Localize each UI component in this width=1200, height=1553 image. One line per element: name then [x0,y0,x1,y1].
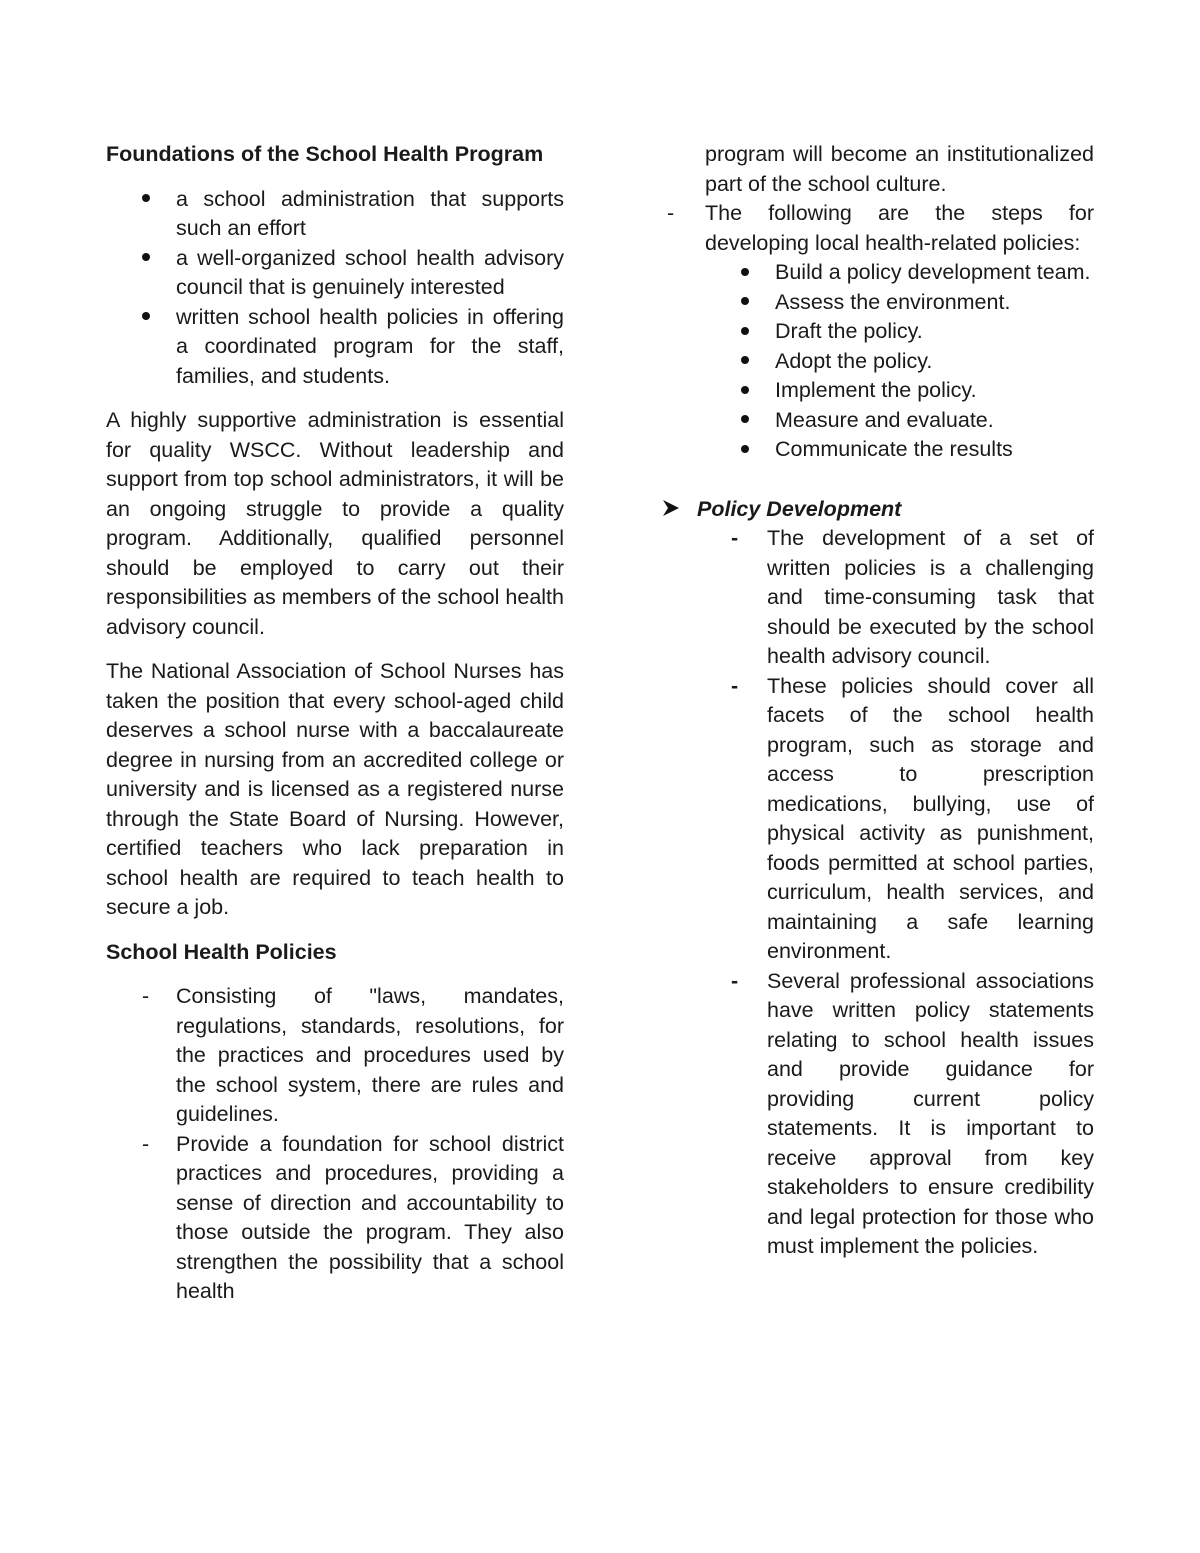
foundations-list [106,185,564,392]
list-item-text: These policies should cover all facets of the school health program, such as storage and access to prescription medications, bullying, use of physical activity as punishment, foods permitted at school parties, curriculum, health services, and maintaining a safe learning environment. [767,673,1094,963]
bullet-icon [741,435,749,465]
list-item-text: Measure and evaluate. [775,407,994,432]
bullet-icon [741,376,749,406]
list-item [705,967,1094,1262]
list-item-text: written school health policies in offering a coordinated program for the staff, families, and students. [176,304,564,388]
left-column [106,140,564,1307]
bullet-icon [741,406,749,436]
list-item-text: Communicate the results [775,437,1013,461]
steps-list [705,258,1094,465]
list-item [705,524,1094,672]
dash-marker: - [142,984,150,1008]
list-item [106,185,564,244]
section-heading-foundations: Foundations of the School Health Program [106,142,544,166]
list-item-text: Draft the policy. [775,319,923,343]
list-item-text: Assess the environment. [775,289,1011,314]
list-item-text: Build a policy development team. [775,260,1091,284]
list-item-text: Provide a foundation for school district practices and procedures, providing a sense of direction and accountability to those outside the program. They also strengthen the possibility that a school health [176,1131,564,1303]
list-item [705,258,1094,288]
list-item [705,288,1094,318]
steps-intro-item [667,199,1094,258]
bullet-icon [741,347,749,377]
list-item [106,982,564,1130]
list-item [705,376,1094,406]
bullet-icon [741,258,749,288]
list-item [106,303,564,392]
continuation-text: program will become an institutionalized part of the school culture. [705,142,1094,196]
list-item-text: Adopt the policy. [775,348,933,373]
dash-marker: - [731,968,739,993]
bullet-icon [142,303,150,333]
list-item [705,672,1094,967]
list-item-text: Several professional associations have written policy statements relating to school health issues and provide guidance for providing current policy statements. It is important to receive approval from key stakeholders to ensure credibility and legal protection for those who must implement the policies. [767,968,1094,1258]
list-item [705,406,1094,436]
bullet-icon [142,185,150,215]
list-item [705,435,1094,465]
list-item [106,244,564,303]
bullet-icon [142,244,150,274]
list-item [705,347,1094,377]
arrowhead-icon [661,495,681,525]
right-column [667,140,1094,1262]
steps-intro-text: The following are the steps for developing local health-related policies: [705,201,1094,255]
list-item-text: a school administration that supports such an effort [176,186,564,240]
policy-development-list [705,524,1094,1262]
dash-marker: - [731,673,739,698]
list-item-text: The development of a set of written policies is a challenging and time-consuming task that should be executed by the school health advisory council. [767,526,1094,668]
list-item-text: Implement the policy. [775,378,977,402]
section-heading-policy-development [661,495,1094,525]
paragraph-administration: A highly supportive administration is essential for quality WSCC. Without leadership and support from top school administrators, it will be an ongoing struggle to provide a quality program. Additionally, qualified personnel should be employed to carry out their responsibilities as members of the school health advisory council. [106,408,564,639]
dash-marker: - [731,526,739,550]
list-item [106,1130,564,1307]
list-item [705,317,1094,347]
list-item-text: a well-organized school health advisory council that is genuinely interested [176,245,564,299]
bullet-icon [741,288,749,318]
policies-list [106,982,564,1307]
paragraph-nasn: The National Association of School Nurses has taken the position that every school-aged child deserves a school nurse with a baccalaureate degree in nursing from an accredited college or university and is licensed as a registered nurse through the State Board of Nursing. However, certified teachers who lack preparation in school health are required to teach health to secure a job. [106,659,564,919]
list-item-text: Consisting of "laws, mandates, regulations, standards, resolutions, for the practices and procedures used by the school system, there are rules and guidelines. [176,984,564,1126]
section-heading-policies: School Health Policies [106,939,337,964]
dash-marker: - [667,201,675,225]
dash-marker: - [142,1131,150,1156]
policy-development-title: Policy Development [697,496,902,521]
bullet-icon [741,317,749,347]
